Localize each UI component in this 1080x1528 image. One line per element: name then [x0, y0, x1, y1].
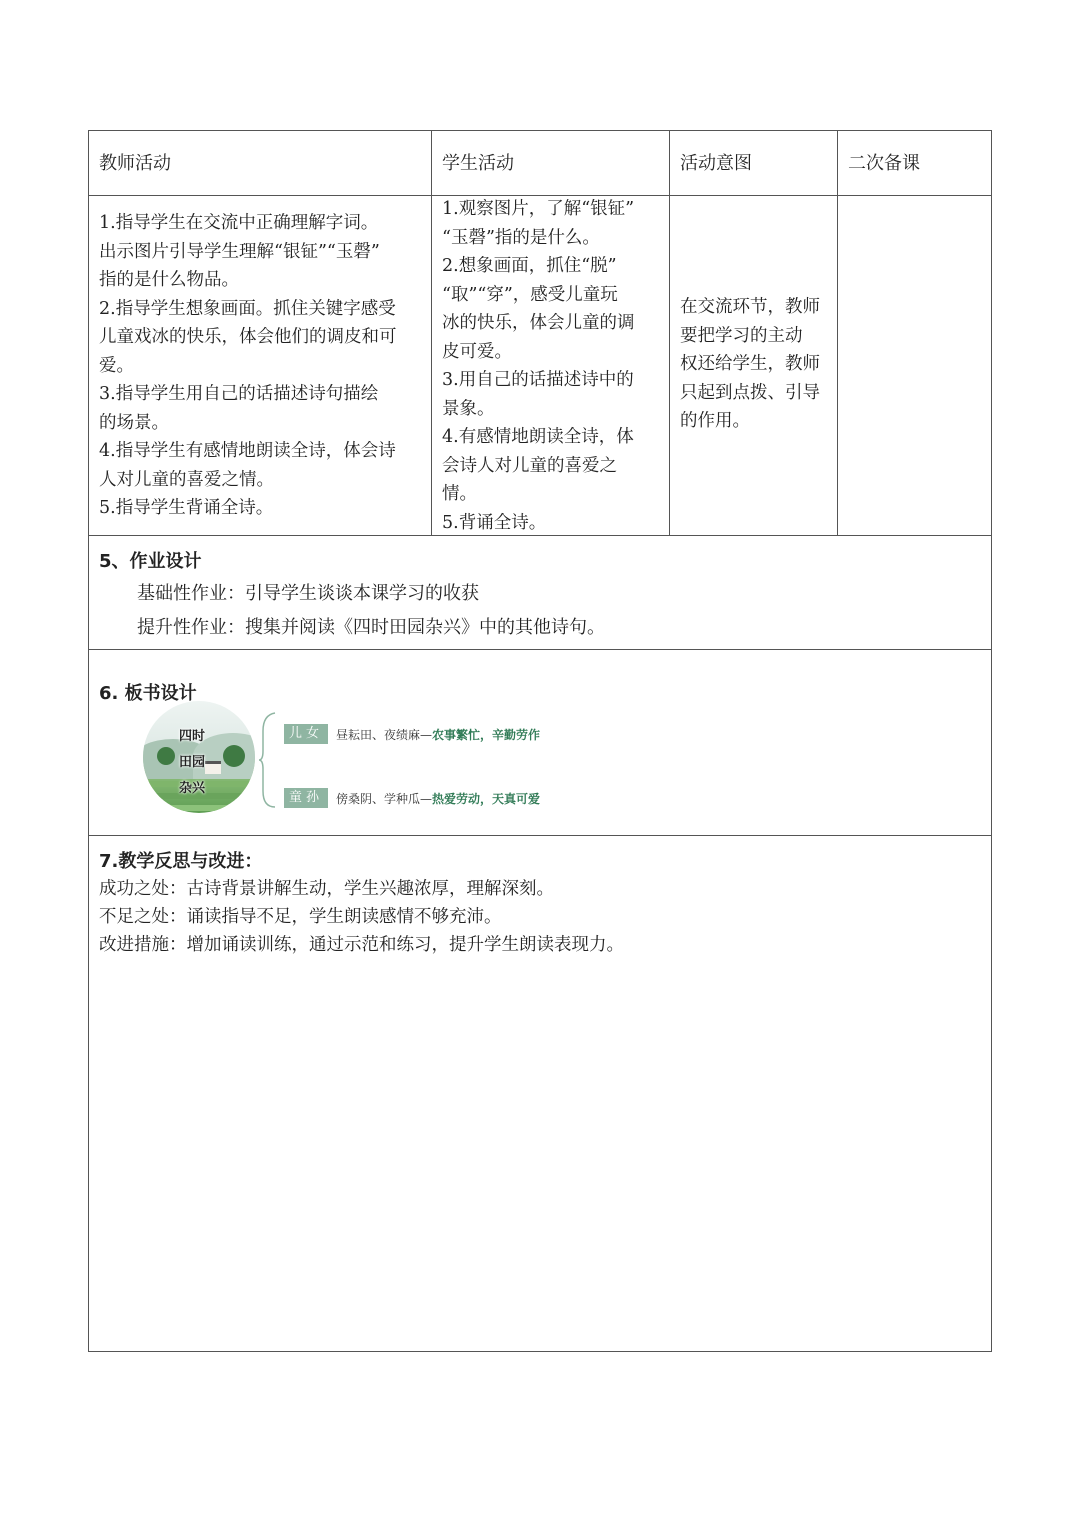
branch-1-text: 昼耘田、夜绩麻— — [336, 728, 433, 742]
branch-2-accent: 热爱劳动，天真可爱 — [432, 792, 541, 806]
branch-1-accent: 农事繁忙，辛勤劳作 — [432, 728, 541, 742]
student-line: 4.有感情地朗读全诗，体 — [442, 427, 634, 447]
intent-line: 在交流环节，教师 — [680, 297, 820, 317]
branch-tag-tongsun: 童孙 — [284, 788, 328, 808]
reflection-shortcoming: 不足之处：诵读指导不足，学生朗读感情不够充沛。 — [99, 907, 502, 927]
branch-tag-ernv: 儿女 — [284, 724, 328, 744]
branch-line-1 — [336, 726, 540, 743]
student-activity-cell — [431, 195, 669, 535]
intent-line: 的作用。 — [680, 411, 750, 431]
student-line: 会诗人对儿童的喜爱之 — [442, 455, 617, 476]
header-student-activity: 学生活动 — [431, 131, 669, 195]
student-line: 1.观察图片，了解“银钲” — [442, 199, 635, 219]
header-activity-intent: 活动意图 — [669, 131, 837, 195]
student-line: 情。 — [442, 484, 477, 504]
student-line: 5.背诵全诗。 — [442, 512, 547, 533]
teacher-line: 5.指导学生背诵全诗。 — [99, 498, 274, 518]
teacher-line: 人对儿童的喜爱之情。 — [99, 469, 274, 490]
board-branches — [88, 648, 992, 834]
intent-line: 只起到点拨、引导 — [680, 382, 820, 403]
activity-row — [89, 195, 991, 536]
student-line: 2.想象画面，抓住“脱” — [442, 256, 617, 276]
student-line: 皮可爱。 — [442, 341, 512, 362]
reflection-success: 成功之处：古诗背景讲解生动，学生兴趣浓厚，理解深刻。 — [99, 879, 554, 899]
teacher-line: 1.指导学生在交流中正确理解字词。 — [99, 213, 379, 233]
circle-title-line: 杂兴 — [179, 781, 206, 796]
intent-line: 要把学习的主动 — [680, 325, 803, 346]
homework-basic: 基础性作业：引导学生谈谈本课学习的收获 — [137, 583, 479, 604]
homework-section — [89, 535, 991, 650]
header-teacher-activity: 教师活动 — [99, 153, 171, 174]
homework-advanced: 提升性作业：搜集并阅读《四时田园杂兴》中的其他诗句。 — [137, 617, 605, 638]
teacher-line: 爱。 — [99, 355, 134, 376]
teacher-line: 3.指导学生用自己的话描述诗句描绘 — [99, 384, 379, 404]
reflection-section — [89, 835, 991, 1351]
circle-title-line: 四时 — [179, 729, 206, 744]
activity-intent-cell — [669, 195, 837, 535]
header-second-prep: 二次备课 — [837, 131, 991, 195]
teacher-line: 的场景。 — [99, 412, 169, 433]
reflection-title: 7.教学反思与改进： — [99, 851, 263, 872]
intent-line: 权还给学生，教师 — [680, 354, 820, 374]
student-line: “取”“穿”，感受儿童玩 — [442, 284, 618, 305]
reflection-improvement: 改进措施：增加诵读训练，通过示范和练习，提升学生朗读表现力。 — [99, 935, 624, 955]
student-line: 3.用自己的话描述诗中的 — [442, 370, 634, 390]
second-prep-cell — [837, 195, 991, 535]
teacher-line: 儿童戏冰的快乐，体会他们的调皮和可 — [99, 327, 397, 347]
teacher-line: 2.指导学生想象画面。抓住关键字感受 — [99, 298, 396, 319]
student-line: “玉磬”指的是什么。 — [442, 227, 600, 248]
teacher-activity-cell — [89, 195, 431, 535]
board-title: 6. 板书设计 — [99, 683, 197, 704]
teacher-line: 4.指导学生有感情地朗读全诗，体会诗 — [99, 441, 396, 461]
branch-line-2 — [336, 790, 540, 807]
table-header-row — [89, 131, 991, 196]
student-line: 冰的快乐，体会儿童的调 — [442, 313, 635, 333]
circle-title-line: 田园 — [179, 755, 206, 770]
teacher-line: 出示图片引导学生理解“银钲”“玉磬” — [99, 241, 380, 262]
homework-title: 5、作业设计 — [99, 551, 202, 572]
teacher-line: 指的是什么物品。 — [99, 270, 239, 290]
student-line: 景象。 — [442, 398, 495, 419]
branch-2-text: 傍桑阴、学种瓜— — [336, 792, 433, 806]
